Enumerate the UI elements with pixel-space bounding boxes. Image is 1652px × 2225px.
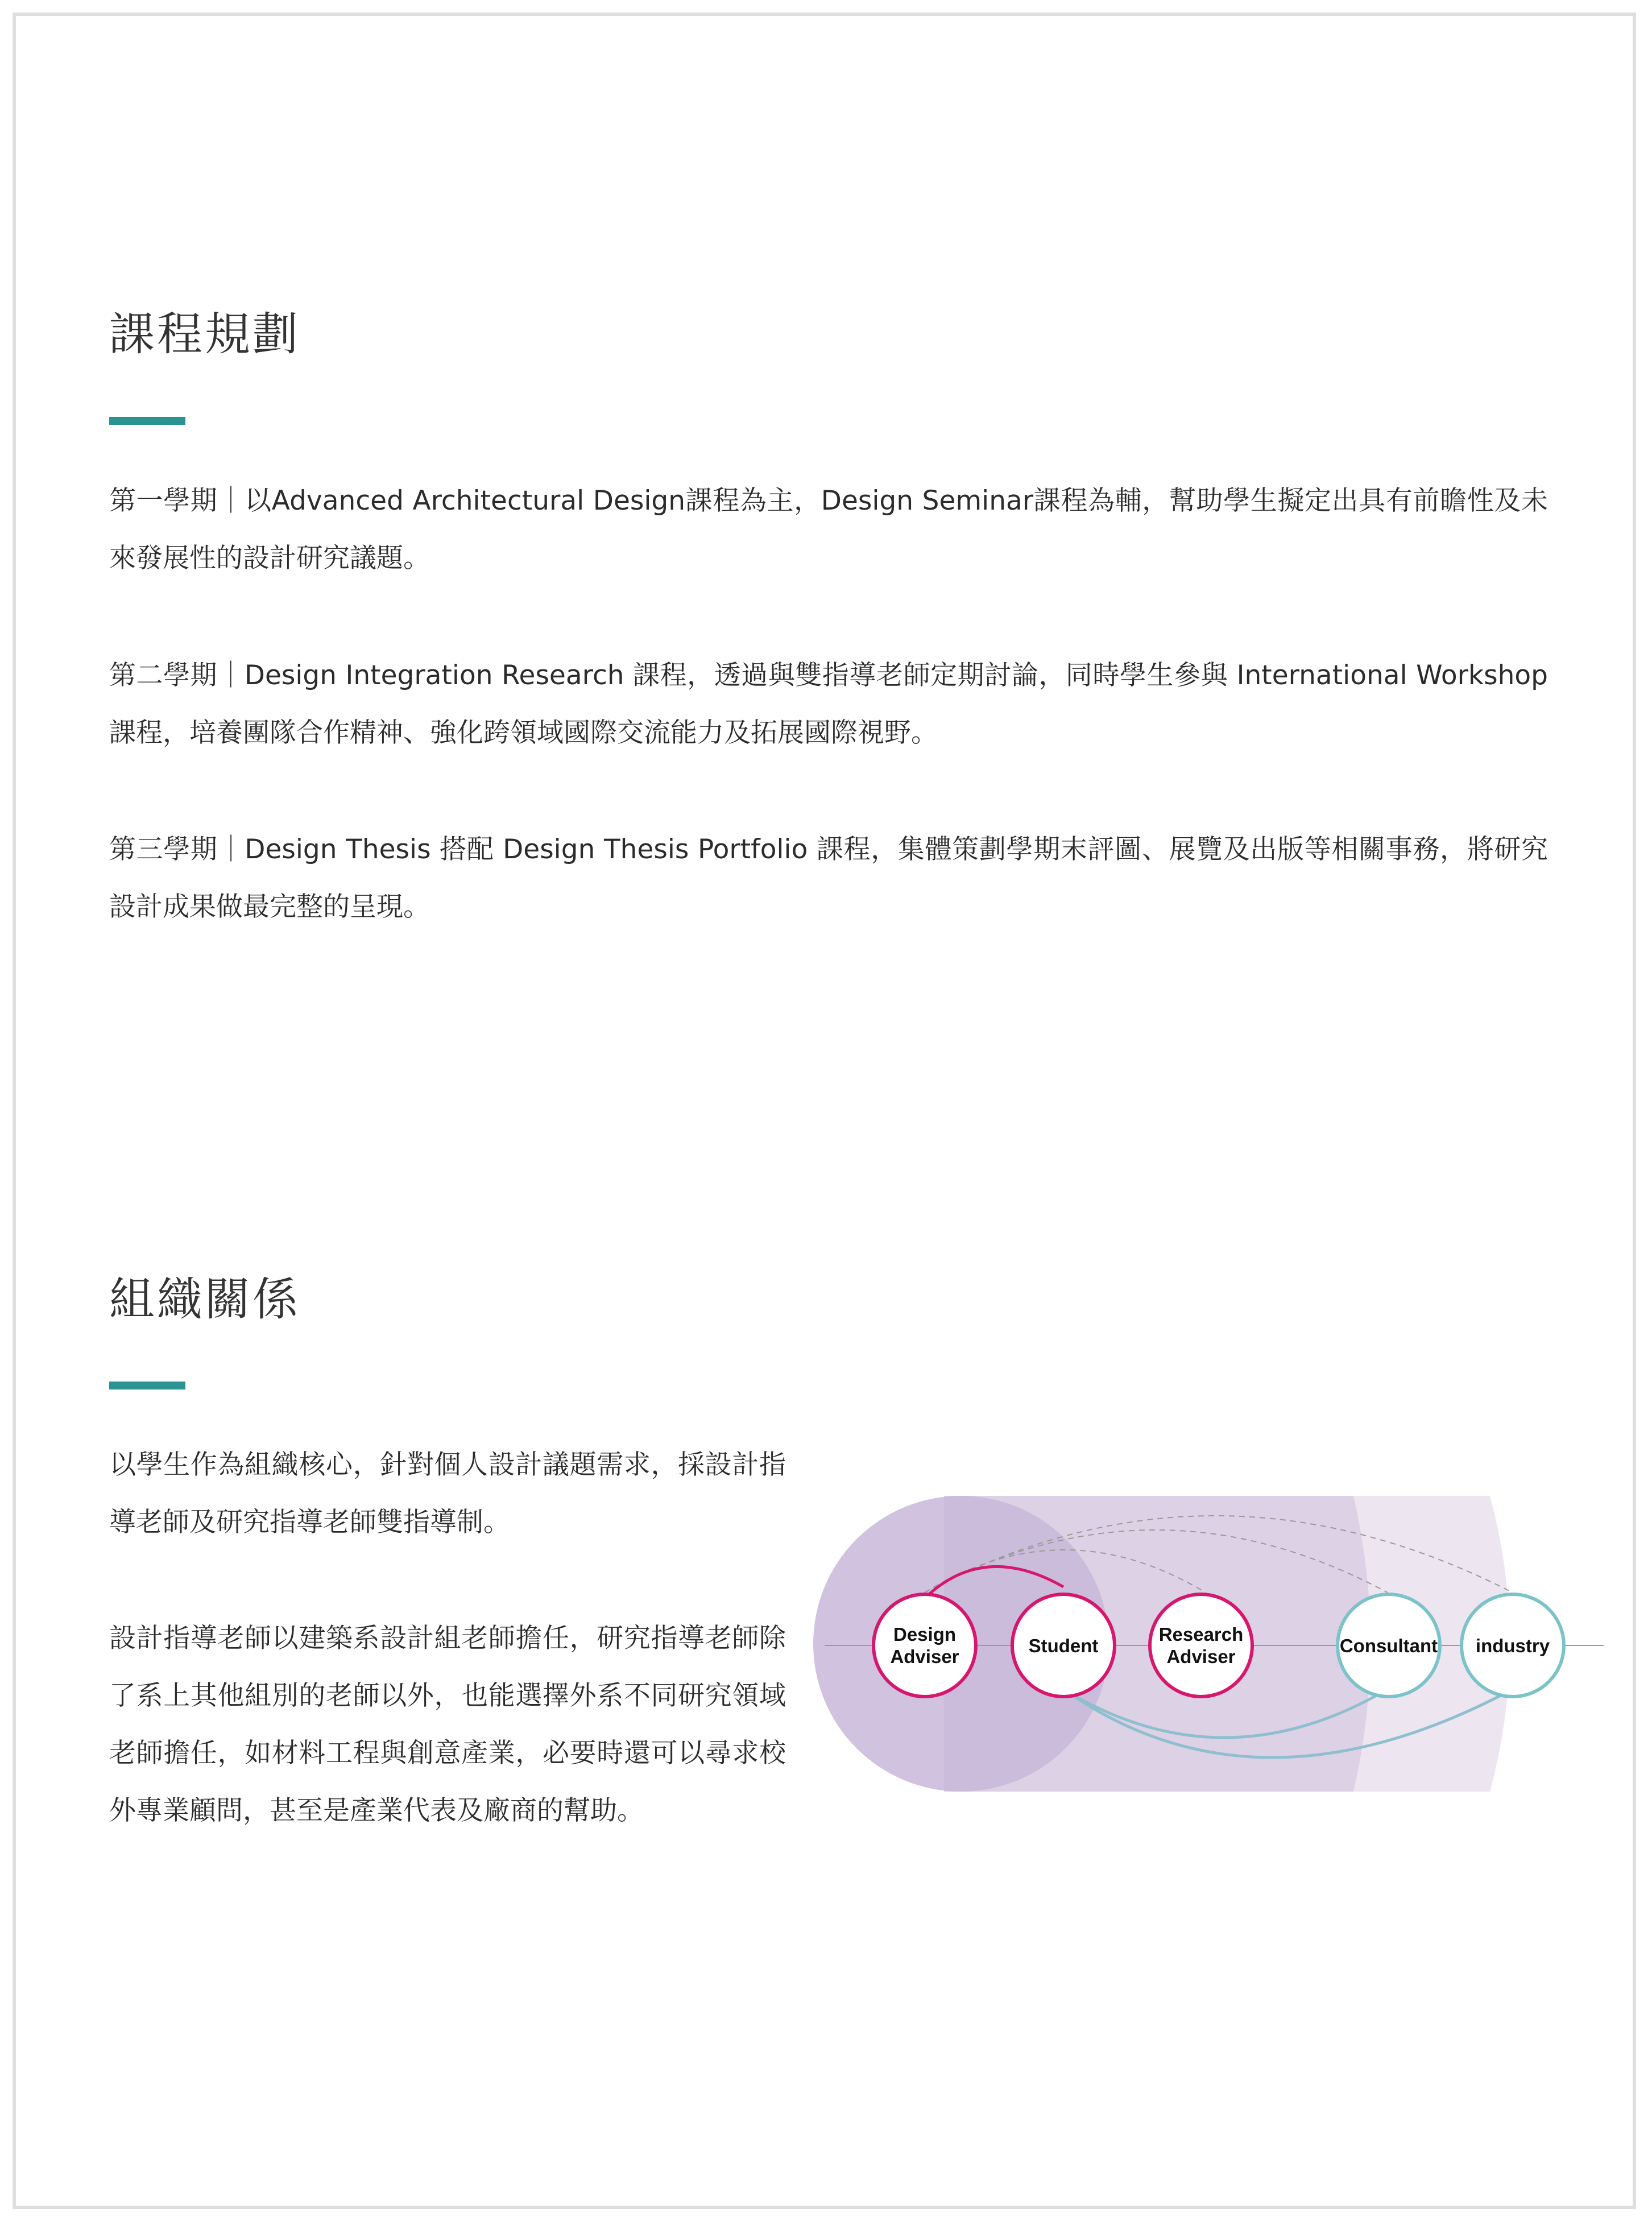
node-design-adviser-line1: Design [893,1624,957,1645]
node-design-adviser-line2: Adviser [890,1646,959,1667]
node-design-adviser [873,1594,976,1697]
node-industry-label: industry [1475,1635,1550,1656]
organization-intro-text: 以學生作為組織核心，針對個人設計議題需求，採設計指導老師及研究指導老師雙指導制。 [109,1449,786,1538]
semester-1-text: 第一學期｜以Advanced Architectural Design課程為主，Design Seminar課程為輔，幫助學生擬定出具有前瞻性及未來發展性的設計研究議題。 [109,485,1548,574]
curriculum-accent-bar [109,417,185,425]
curriculum-title: 課程規劃 [109,308,300,361]
node-consultant-label: Consultant [1339,1635,1438,1656]
node-consultant [1338,1594,1440,1697]
organization-accent-bar [109,1382,185,1389]
node-research-adviser-line1: Research [1158,1624,1244,1645]
organization-detail-text: 設計指導老師以建築系設計組老師擔任，研究指導老師除了系上其他組別的老師以外，也能選擇外系不同研究領域老師擔任，如材料工程與創意產業，必要時還可以尋求校外專業顧問，甚至是產業代表及廠商的幫助。 [109,1623,786,1826]
node-industry [1461,1594,1564,1697]
organization-diagram [813,1484,1609,1803]
semester-3-text: 第三學期｜Design Thesis 搭配 Design Thesis Portfolio 課程，集體策劃學期末評圖、展覽及出版等相關事務，將研究設計成果做最完整的呈現。 [109,834,1548,923]
organization-title: 組織關係 [109,1273,300,1326]
node-research-adviser [1150,1594,1252,1697]
semester-2-text: 第二學期｜Design Integration Research 課程，透過與雙指導老師定期討論，同時學生參與 International Workshop 課程，培養團隊合作精神、強化跨領域國際交流能力及拓展國際視野。 [109,660,1548,748]
node-research-adviser-line2: Adviser [1166,1646,1236,1667]
node-student-label: Student [1028,1635,1099,1656]
node-student [1012,1594,1115,1697]
